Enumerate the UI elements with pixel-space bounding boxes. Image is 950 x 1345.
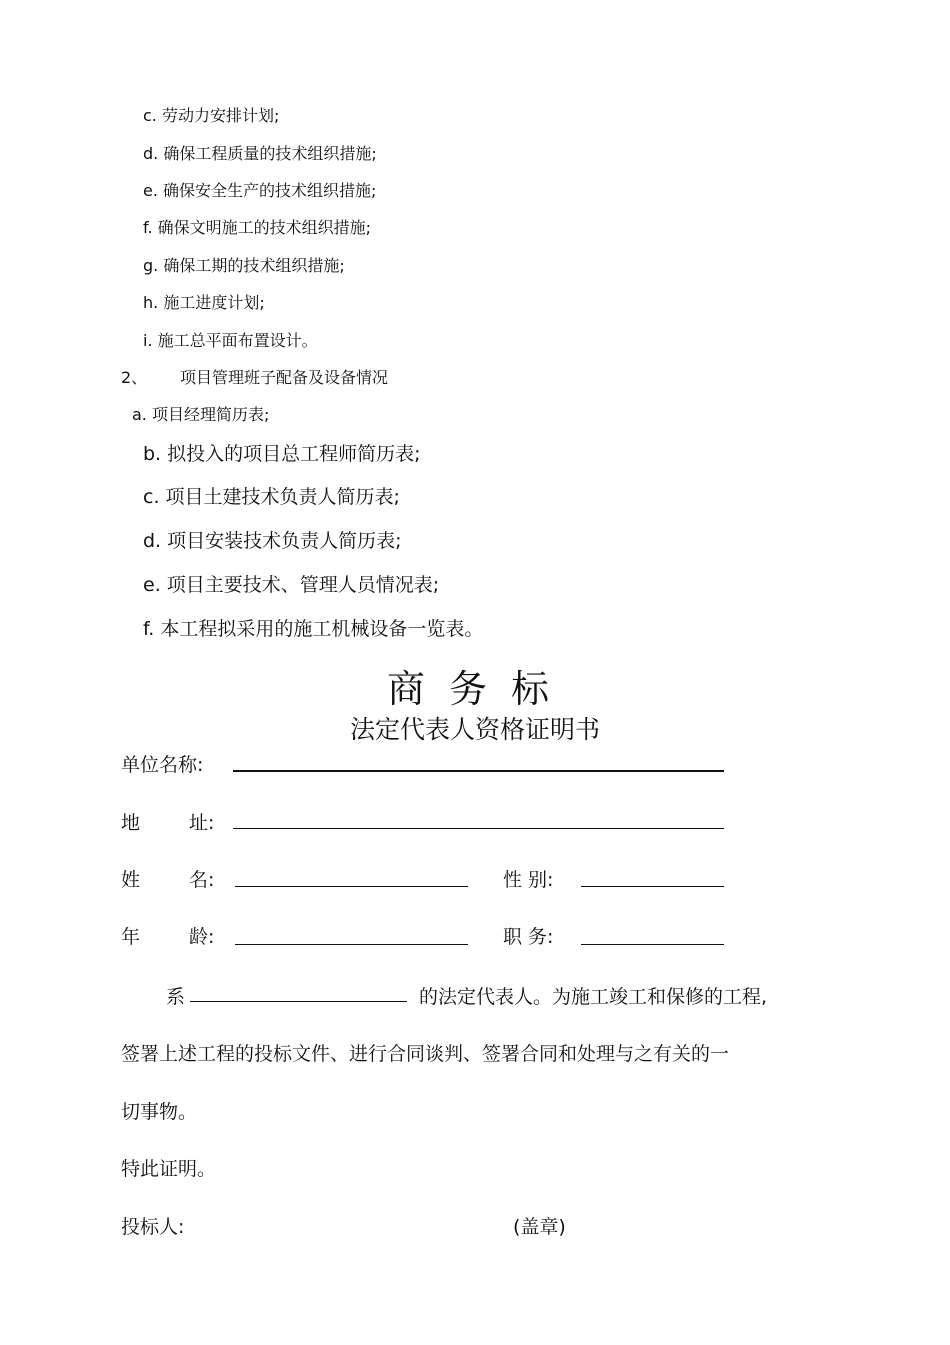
name-label-char1: 姓 bbox=[121, 869, 141, 891]
list-item: e. 确保安全生产的技术组织措施; bbox=[143, 181, 377, 200]
list-item: c. 项目土建技术负责人简历表; bbox=[143, 486, 400, 508]
document-title: 法定代表人资格证明书 bbox=[349, 715, 600, 744]
unit-name-blank bbox=[233, 770, 724, 772]
section-number: 2、 bbox=[121, 368, 148, 387]
name-label-char2: 名: bbox=[189, 869, 215, 891]
company-blank bbox=[190, 1001, 407, 1002]
body-prefix: 系 bbox=[166, 986, 186, 1008]
address-label-char2: 址: bbox=[189, 812, 215, 834]
gender-label: 性 别: bbox=[503, 869, 554, 891]
gender-blank bbox=[581, 886, 724, 887]
list-item: f. 确保文明施工的技术组织措施; bbox=[143, 218, 372, 237]
name-blank bbox=[235, 886, 468, 887]
age-label-char1: 年 bbox=[121, 926, 141, 948]
section-heading: 商务标 bbox=[386, 667, 573, 711]
age-blank bbox=[235, 944, 468, 945]
list-item: d. 确保工程质量的技术组织措施; bbox=[143, 144, 377, 163]
list-item: c. 劳动力安排计划; bbox=[143, 106, 280, 125]
list-item: e. 项目主要技术、管理人员情况表; bbox=[143, 574, 440, 596]
position-blank bbox=[581, 944, 724, 945]
list-item: h. 施工进度计划; bbox=[143, 293, 265, 312]
address-blank bbox=[233, 828, 724, 829]
list-item: f. 本工程拟采用的施工机械设备一览表。 bbox=[143, 618, 484, 640]
section-title: 项目管理班子配备及设备情况 bbox=[180, 368, 389, 387]
seal-label: (盖章) bbox=[513, 1216, 566, 1238]
unit-name-label: 单位名称: bbox=[121, 754, 204, 776]
body-text: 的法定代表人。为施工竣工和保修的工程, bbox=[419, 986, 768, 1008]
list-item: d. 项目安装技术负责人简历表; bbox=[143, 530, 402, 552]
age-label-char2: 龄: bbox=[189, 926, 215, 948]
list-item: i. 施工总平面布置设计。 bbox=[143, 331, 318, 350]
address-label-char1: 地 bbox=[121, 812, 141, 834]
body-text: 切事物。 bbox=[121, 1101, 198, 1123]
list-item: g. 确保工期的技术组织措施; bbox=[143, 256, 345, 275]
bidder-label: 投标人: bbox=[121, 1216, 185, 1238]
position-label: 职 务: bbox=[503, 926, 554, 948]
body-text: 签署上述工程的投标文件、进行合同谈判、签署合同和处理与之有关的一 bbox=[121, 1043, 730, 1065]
list-item: a. 项目经理简历表; bbox=[132, 405, 270, 424]
list-item: b. 拟投入的项目总工程师简历表; bbox=[143, 443, 421, 465]
certify-text: 特此证明。 bbox=[121, 1158, 217, 1180]
